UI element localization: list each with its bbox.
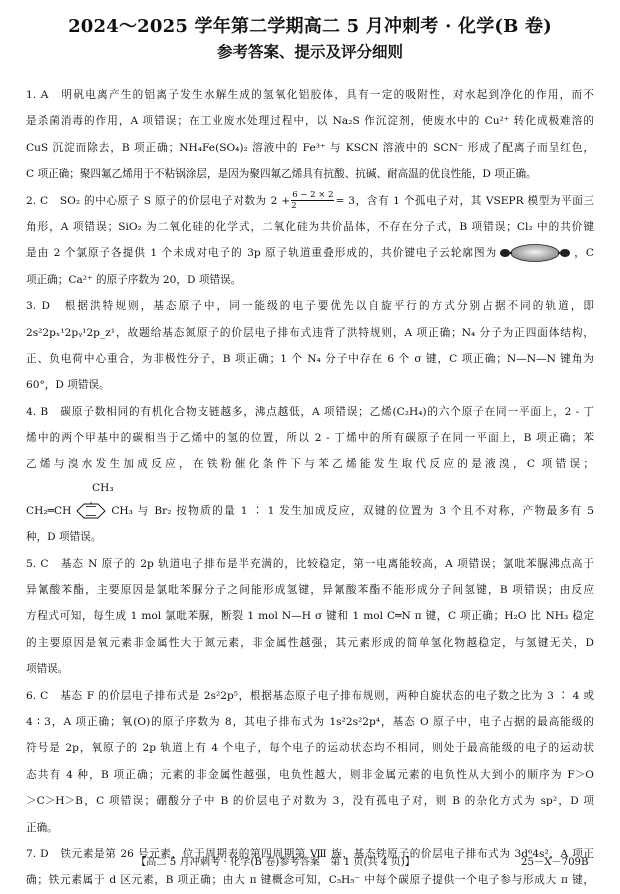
answer-line: 4. B 碳原子数相同的有机化合物支链越多，沸点越低，A 项错误；乙烯(C₂H₄)的六个原子在同一平面上，2 - 丁 bbox=[26, 405, 594, 418]
answer-line: 确；铁元素属于 d 区元素，B 项正确；由大 π 键概念可知，C₅H₅⁻ 中每个碳原子提供一个电子参与形成大 π 键， bbox=[26, 874, 594, 887]
answer-line: 的主要原因是氧元素非金属性大于氮元素，非金属性越强，其元素形成的简单氢化物越稳定，与氢键无关，D bbox=[26, 636, 594, 649]
answer-line: 是杀菌消毒的作用，A 项错误；在工业废水处理过程中，以 Na₂S 作沉淀剂，使废水中的 Cu²⁺ 转化成极难溶的 bbox=[26, 115, 594, 128]
answer-line: 2s²2pₓ¹2pᵧ¹2p_z¹，故题给基态氮原子的价层电子排布式违背了洪特规则，A 项正确；N₄ 分子为正四面体结构， bbox=[26, 326, 594, 339]
fraction-denominator: 2 bbox=[291, 201, 297, 212]
structure-right: CH₃ 与 Br₂ 按物质的量 1 ∶ 1 发生加成反应，双键的位置为 3 个且不对称，产物最多有 5 bbox=[111, 504, 594, 517]
cyclohexadiene-ring-icon bbox=[73, 502, 109, 520]
answer-line: 项错误。 bbox=[26, 663, 69, 676]
p-p-sigma-bond-orbital-diagram bbox=[499, 243, 571, 263]
answer-line: 符号是 2p，氧原子的 2p 轨道上有 4 个电子，每个电子的运动状态均不相同，则处于最高能级的电子的运动状 bbox=[26, 742, 594, 755]
answer-line: CuS 沉淀而除去，B 项正确；NH₄Fe(SO₄)₂ 溶液中的 Fe³⁺ 与 KSCN 溶液中的 SCN⁻ 形成了配离子而呈红色， bbox=[26, 141, 594, 154]
footer-exam-code: 25－X－709B bbox=[521, 857, 589, 868]
answer-line: 态共有 4 种，B 项正确；元素的非金属性越强，电负性越大，则非金属元素的电负性从大到小的顺序为 F＞O bbox=[26, 768, 594, 781]
answer-text: 是由 2 个氯原子各提供 1 个未成对电子的 3p 原子轨道重叠形成的，共价键电子云轮廓图为 bbox=[26, 247, 498, 260]
answer-line: 方程式可知，每生成 1 mol 氯吡苯脲，断裂 1 mol N—H σ 键和 1 mol C═N π 键，C 项正确；H₂O 比 NH₃ 稳定 bbox=[26, 610, 594, 623]
answer-line: 1. A 明矾电离产生的铝离子发生水解生成的氢氧化铝胶体，具有一定的吸附性，对水起到净化的作用，而不 bbox=[26, 89, 594, 101]
answer-line: 3. D 根据洪特规则，基态原子中，同一能级的电子要优先以自旋平行的方式分别占据不同的轨道，即 bbox=[26, 300, 594, 313]
answer-line: 烯中的两个甲基中的碳相当于乙烯中的氢的位置，所以 2 - 丁烯中的所有碳原子在同一平面上，B 项正确；苯 bbox=[26, 432, 594, 445]
answer-line: 6. C 基态 F 的价层电子排布式是 2s²2p⁵，根据基态原子电子排布规则，两种自旋状态的电子数之比为 3 ∶ 4 或 bbox=[26, 689, 594, 702]
answer-line: ＞C＞H＞B，C 项错误；硼酸分子中 B 的价层电子对数为 3，没有孤电子对，则 B 的杂化方式为 sp²，D 项 bbox=[26, 795, 594, 808]
answer-line: 正、负电荷中心重合，为非极性分子，B 项正确；1 个 N₄ 分子中存在 6 个 σ 键，C 项正确；N—N—N 键角为 bbox=[26, 352, 594, 365]
answer-line: 4 ∶ 3，A 项正确；氧(O)的原子序数为 8，其电子排布式为 1s²2s²2p⁴，基态 O 原子中，电子占据的最高能级的 bbox=[26, 715, 594, 728]
answer-line bbox=[26, 188, 594, 214]
electron-pair-fraction bbox=[291, 190, 334, 211]
answer-line: 种，D 项错误。 bbox=[26, 531, 102, 544]
answer-item-3 bbox=[26, 293, 594, 399]
answer-body bbox=[26, 82, 594, 894]
answer-item-5 bbox=[26, 551, 594, 683]
page-subtitle: 参考答案、提示及评分细则 bbox=[216, 42, 403, 61]
answer-line: 异氰酸苯酯，主要原因是氯吡苯脲分子之间能形成氢键，异氰酸苯酯不能形成分子间氢键，B 项错误；由反应 bbox=[26, 584, 594, 597]
answer-item-2 bbox=[26, 188, 594, 294]
answer-line bbox=[26, 240, 594, 266]
answer-text: ，C bbox=[573, 247, 594, 260]
page-title: 2024～2025 学年第二学期高二 5 月冲刺考 · 化学(B 卷) bbox=[68, 16, 552, 37]
answer-text: = 3，含有 1 个孤电子对，其 VSEPR 模型为平面三 bbox=[335, 194, 594, 207]
answer-item-6 bbox=[26, 683, 594, 841]
answer-item-1 bbox=[26, 82, 594, 188]
answer-line: 正确。 bbox=[26, 821, 58, 834]
footer-page-info: 【高二 5 月冲刺考 · 化学(B 卷)参考答案 第 1 页(共 4 页)】 bbox=[136, 857, 415, 868]
answer-line: 60°，D 项错误。 bbox=[26, 379, 110, 392]
answer-line: 项正确；Ca²⁺ 的原子序数为 20，D 项错误。 bbox=[26, 273, 242, 286]
answer-line: 5. C 基态 N 原子的 2p 轨道电子排布是半充满的，比较稳定，第一电离能较高，A 项错误；氯吡苯脲沸点高于 bbox=[26, 557, 594, 570]
answer-line: 7. D 铁元素是第 26 号元素，位于周期表的第四周期第 Ⅷ 族，基态铁原子的价层电子排布式为 3d⁶4s²，A 项正 bbox=[26, 847, 594, 860]
structure-left: CH₂═CH bbox=[26, 504, 72, 517]
answer-item-4 bbox=[26, 399, 594, 551]
answer-line: 角形，A 项错误；SiO₂ 为二氧化硅的化学式，二氧化硅为共价晶体，不存在分子式，B 项错误；Cl₂ 中的共价键 bbox=[26, 220, 594, 233]
answer-line: C 项正确；聚四氟乙烯用于不粘锅涂层，是因为聚四氟乙烯具有抗酸、抗碱、耐高温的优良性能，D 项正确。 bbox=[26, 168, 537, 181]
answer-line: 乙烯与溴水发生加成反应，在铁粉催化条件下与苯乙烯能发生取代反应的是液溴，C 项错误； bbox=[26, 458, 594, 471]
answer-text: 2. C SO₂ 的中心原子 S 原子的价层电子对数为 2 + bbox=[26, 194, 291, 207]
fraction-numerator: 6 − 2 × 2 bbox=[292, 190, 334, 201]
structure-methyl-label: CH₃ bbox=[92, 481, 114, 494]
structure-formula-line bbox=[26, 498, 594, 524]
